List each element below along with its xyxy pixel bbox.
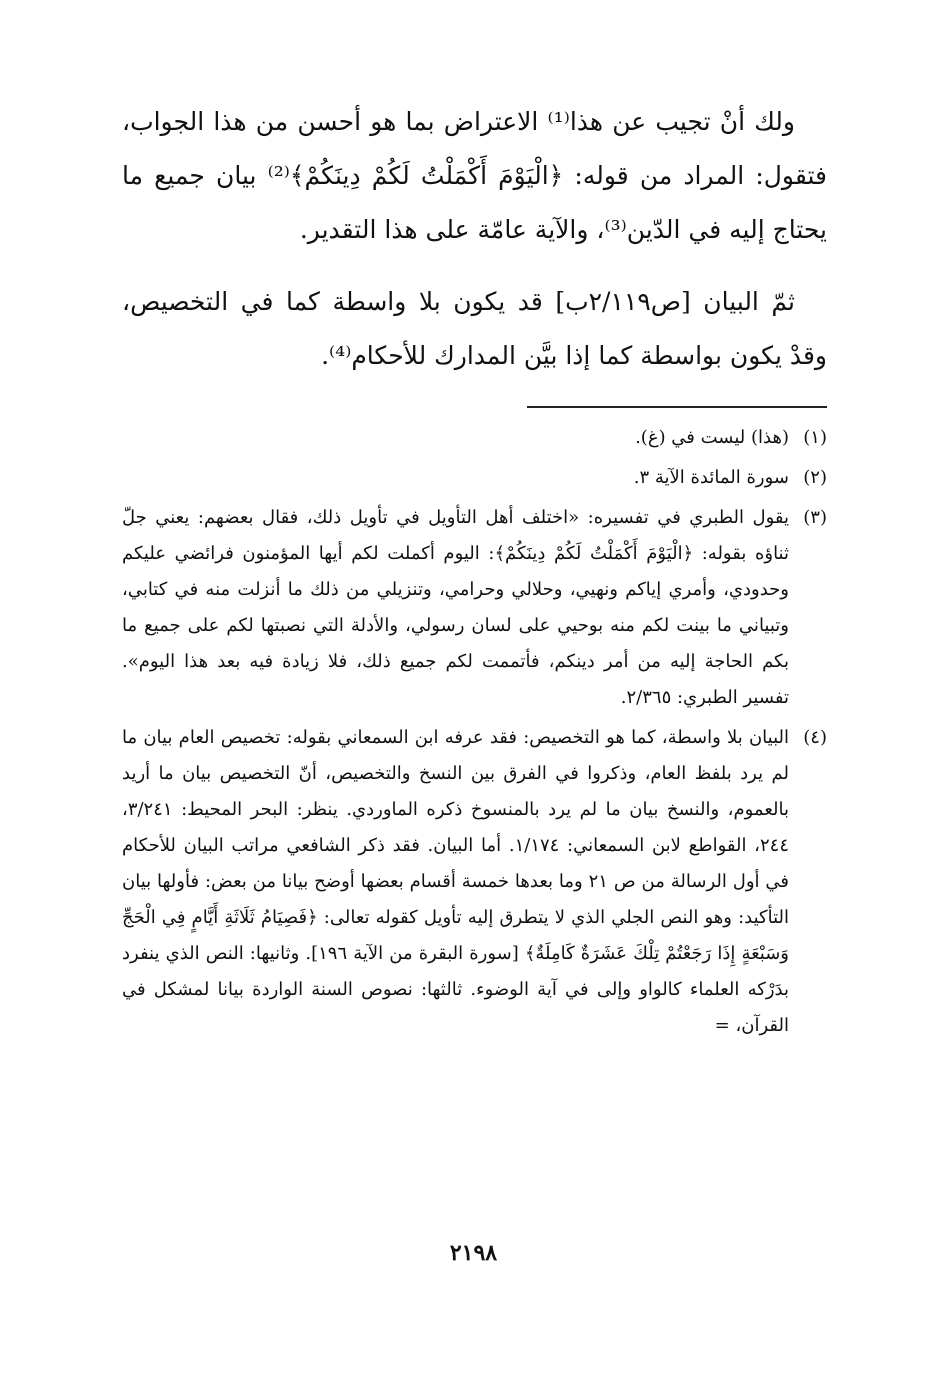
footnote-number: (٣) [803, 507, 827, 528]
footnote-number: (١) [803, 427, 827, 448]
footnote-divider [527, 406, 827, 408]
main-text [122, 95, 827, 401]
main-paragraph-2: ثمّ البيان [ص٢/١١٩ب] قد يكون بلا واسطة كما في التخصيص، وقدْ يكون بواسطة كما إذا بيَّن المدارك للأحكام⁽⁴⁾. [122, 287, 827, 370]
footnote-3 [122, 500, 827, 716]
footnote-1 [122, 420, 827, 456]
footnotes [122, 420, 827, 1048]
footnote-text: يقول الطبري في تفسيره: «اختلف أهل التأويل في تأويل ذلك، فقال بعضهم: يعني جلّ ثناؤه بقوله: ﴿الْيَوْمَ أَكْمَلْتُ لَكُمْ دِينَكُمْ﴾: اليوم أكملت لكم أيها المؤمنون فرائضي عليكم وحدودي، وأمري إياكم ونهيي، وحلالي وحرامي، وتنزيلي من ذلك ما أنزلت منه في كتابي، وتبياني ما بينت لكم منه بوحيي على لسان رسولي، والأدلة التي نصبتها لكم على جميع ما بكم الحاجة إليه من أمر دينكم، فأتممت لكم جميع ذلك، فلا زيادة فيه بعد هذا اليوم». تفسير الطبري: ٢/٣٦٥. [122, 507, 789, 708]
page-number: ٢١٩٨ [449, 1240, 498, 1266]
footnote-text: البيان بلا واسطة، كما هو التخصيص: فقد عرفه ابن السمعاني بقوله: تخصيص العام بيان ما لم يرد بلفظ العام، وذكروا في الفرق بين النسخ والتخصيص، أنّ التخصيص بيان ما أريد بالعموم، والنسخ بيان ما لم يرد بالمنسوخ ذكره الماوردي. ينظر: البحر المحيط: ٣/٢٤١، ٢٤٤، القواطع لابن السمعاني: ١/١٧٤. أما البيان. فقد ذكر الشافعي مراتب البيان للأحكام في أول الرسالة من ص ٢١ وما بعدها خمسة أقسام بعضها أوضح بيانا من بعض: فأولها بيان التأكيد: وهو النص الجلي الذي لا يتطرق إليه تأويل كقوله تعالى: ﴿فَصِيَامُ ثَلَاثَةِ أَيَّامٍ فِي الْحَجِّ وَسَبْعَةٍ إِذَا رَجَعْتُمْ تِلْكَ عَشَرَةٌ كَامِلَةٌ﴾ [سورة البقرة من الآية ١٩٦]. وثانيها: النص الذي ينفرد بدَرْكه العلماء كالواو وإلى في آية الوضوء. ثالثها: نصوص السنة الواردة بيانا لمشكل في القرآن، = [122, 727, 790, 1036]
footnote-text: سورة المائدة الآية ٣. [633, 467, 789, 488]
footnote-number: (٤) [803, 727, 827, 748]
footnote-number: (٢) [803, 467, 827, 488]
main-paragraph-1: ولك أنْ تجيب عن هذا⁽¹⁾ الاعتراض بما هو أحسن من هذا الجواب، فتقول: المراد من قوله: ﴿الْيَوْمَ أَكْمَلْتُ لَكُمْ دِينَكُمْ﴾⁽²⁾ بيان جميع ما يحتاج إليه في الدّين⁽³⁾، والآية عامّة على هذا التقدير. [122, 107, 827, 244]
footnote-4 [122, 720, 827, 1044]
footnote-text: (هذا) ليست في (غ). [635, 427, 789, 448]
footnote-2 [122, 460, 827, 496]
